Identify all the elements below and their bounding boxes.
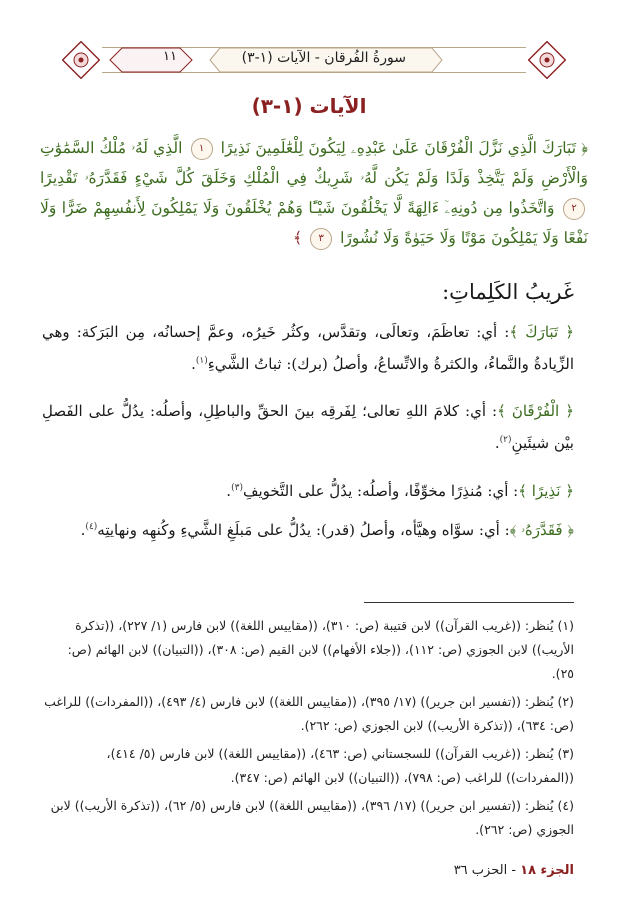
footnote-1: (١) يُنظر: ((غريب القرآن)) لابن قتيبة (ص: ٣١٠)، ((مقاييس اللغة)) لابن فارس (١/ ٢٢٧)، ((تذكرة الأريب)) لابن الجوزي (ص: ١١٢)، ((جلاء الأفهام)) لابن القيم (ص: ٣٠٨)، ((التبيان)) لابن الهائم (ص: ٢٥). [67, 618, 574, 681]
footnote-ref: (٣) [231, 483, 243, 493]
page-footer [454, 863, 574, 878]
entry-word: ﴿ تَبَارَكَ ﴾ [509, 323, 574, 341]
verse-number-2: ٢ [563, 198, 585, 220]
entry-furqan: ﴿ الْفُرْقَانَ ﴾: أي: كلامَ اللهِ تعالى؛ لِفَرقِه بينَ الحقِّ والباطِلِ، وأصلُه: يدُلُّ على الفَصلِ بيْن شيئَينِ$^{(٢)}$. [42, 402, 574, 452]
entry-nadhir: ﴿ نَذِيرًا ﴾: أي: مُنذِرًا مخوِّفًا، وأصلُه: يدُلُّ على التَّخويفِ$^{(٣)}$. [226, 482, 574, 500]
page-header [62, 41, 566, 79]
entry-tabaraka: ﴿ تَبَارَكَ ﴾: أي: تعاظَمَ، وتعالَى، وتقدَّس، وكثُر خَيرُه، وعمَّ إحسانُه، مِن البَرَكة: وهي الزِّيادةُ والنَّماءُ، والكثرةُ والاتِّساعُ، وأصلُ (برك): ثباتُ الشَّيءِ$^{(١)}$. [42, 323, 574, 373]
header-left-ornament-icon [62, 41, 100, 79]
footnote-2: (٢) يُنظر: ((تفسير ابن جرير)) (١٧/ ٣٩٥)، ((مقاييس اللغة)) لابن فارس (٤/ ٤٩٣)، ((المفردات)) للراغب (ص: ٦٣٤)، ((تذكرة الأريب)) لابن الجوزي (ص: ٢٦٢). [44, 694, 574, 733]
verse-number-1: ١ [191, 138, 213, 160]
verse-2-text: الَّذِي لَهُۥ مُلْكُ السَّمَٰوَٰتِ وَالْأَرْضِ وَلَمْ يَتَّخِذْ وَلَدًا وَلَمْ يَكُن لَّهُۥ شَرِيكٌ فِي الْمُلْكِ وَخَلَقَ كُلَّ شَيْءٍ فَقَدَّرَهُۥ تَقْدِيرًا [40, 139, 588, 187]
entry-text: : أي: كلامَ اللهِ تعالى؛ لِفَرقِه بينَ الحقِّ والباطِلِ، وأصلُه: يدُلُّ على الفَصلِ بيْن شيئَينِ [42, 402, 574, 452]
footnote-separator [364, 602, 574, 603]
verse-1-text: ﴿ تَبَارَكَ الَّذِي نَزَّلَ الْفُرْقَانَ عَلَىٰ عَبْدِهِۦ لِيَكُونَ لِلْعَٰلَمِينَ نَذِيرًا [220, 139, 588, 157]
footnote-ref: (٤) [85, 522, 98, 532]
section-title: الآيات (١-٣) [251, 94, 367, 118]
surah-title: سورةُ الفُرقان - الآيات (١-٣) [241, 50, 406, 66]
verses-block [40, 133, 588, 253]
page-number: ١١ [163, 49, 177, 64]
verse-3-text: وَاتَّخَذُوا مِن دُونِهِۦٓ ءَالِهَةً لَّا يَخْلُقُونَ شَيْـًٔا وَهُمْ يُخْلَقُونَ وَلَا يَمْلِكُونَ لِأَنفُسِهِمْ ضَرًّا وَلَا نَفْعًا وَلَا يَمْلِكُونَ مَوْتًا وَلَا حَيَوٰةً وَلَا نُشُورًا [40, 199, 588, 247]
footnote-ref: (١) [195, 356, 208, 366]
entry-word: ﴿ نَذِيرًا ﴾ [518, 482, 574, 500]
verse-close-bracket: ﴾ [293, 229, 303, 247]
page-number-frame-icon [106, 44, 196, 76]
footnote-4: (٤) يُنظر: ((تفسير ابن جرير)) (١٧/ ٣٩٦)، ((مقاييس اللغة)) لابن فارس (٥/ ٦٢)، ((تذكرة الأريب)) لابن الجوزي (ص: ٢٦٢). [50, 798, 574, 837]
entry-text: : أي: سوَّاه وهيَّأه، وأصلُ (قدر): يدُلُّ على مَبلَغِ الشَّيءِ وكُنهِه ونهايتِه [97, 521, 510, 539]
footer-hizb: الحزب ٣٦ [453, 863, 508, 878]
footer-dash: - [507, 863, 521, 878]
gharib-heading: غَريبُ الكَلِماتِ: [442, 280, 574, 304]
header-right-ornament-icon [528, 41, 566, 79]
footer-juz: الجزء ١٨ [520, 863, 574, 878]
entry-text: : أي: تعاظَمَ، وتعالَى، وتقدَّس، وكثُر خَيرُه، وعمَّ إحسانُه، مِن البَرَكة: وهي الزِّيادةُ والنَّماءُ، والكثرةُ والاتِّساعُ، وأصلُ (برك): ثباتُ الشَّيءِ [42, 323, 574, 373]
entry-text: : أي: مُنذِرًا مخوِّفًا، وأصلُه: يدُلُّ على التَّخويفِ [242, 482, 519, 500]
footnote-3: (٣) يُنظر: ((غريب القرآن)) للسجستاني (ص: ٤٦٣)، ((مقاييس اللغة)) لابن فارس (٥/ ٤١٤)، ((المفردات)) للراغب (ص: ٧٩٨)، ((التبيان)) لابن الهائم (ص: ٣٤٧). [106, 746, 574, 785]
entry-word: ﴿ الْفُرْقَانَ ﴾ [497, 402, 574, 420]
footnote-ref: (٢) [499, 435, 512, 445]
entry-faqaddarahu: ﴿ فَقَدَّرَهُۥ ﴾: أي: سوَّاه وهيَّأه، وأصلُ (قدر): يدُلُّ على مَبلَغِ الشَّيءِ وكُنهِه ونهايتِه$^{(٤)}$. [80, 521, 574, 539]
verse-number-3: ٣ [310, 228, 332, 250]
entry-word: ﴿ فَقَدَّرَهُۥ ﴾ [509, 521, 574, 539]
